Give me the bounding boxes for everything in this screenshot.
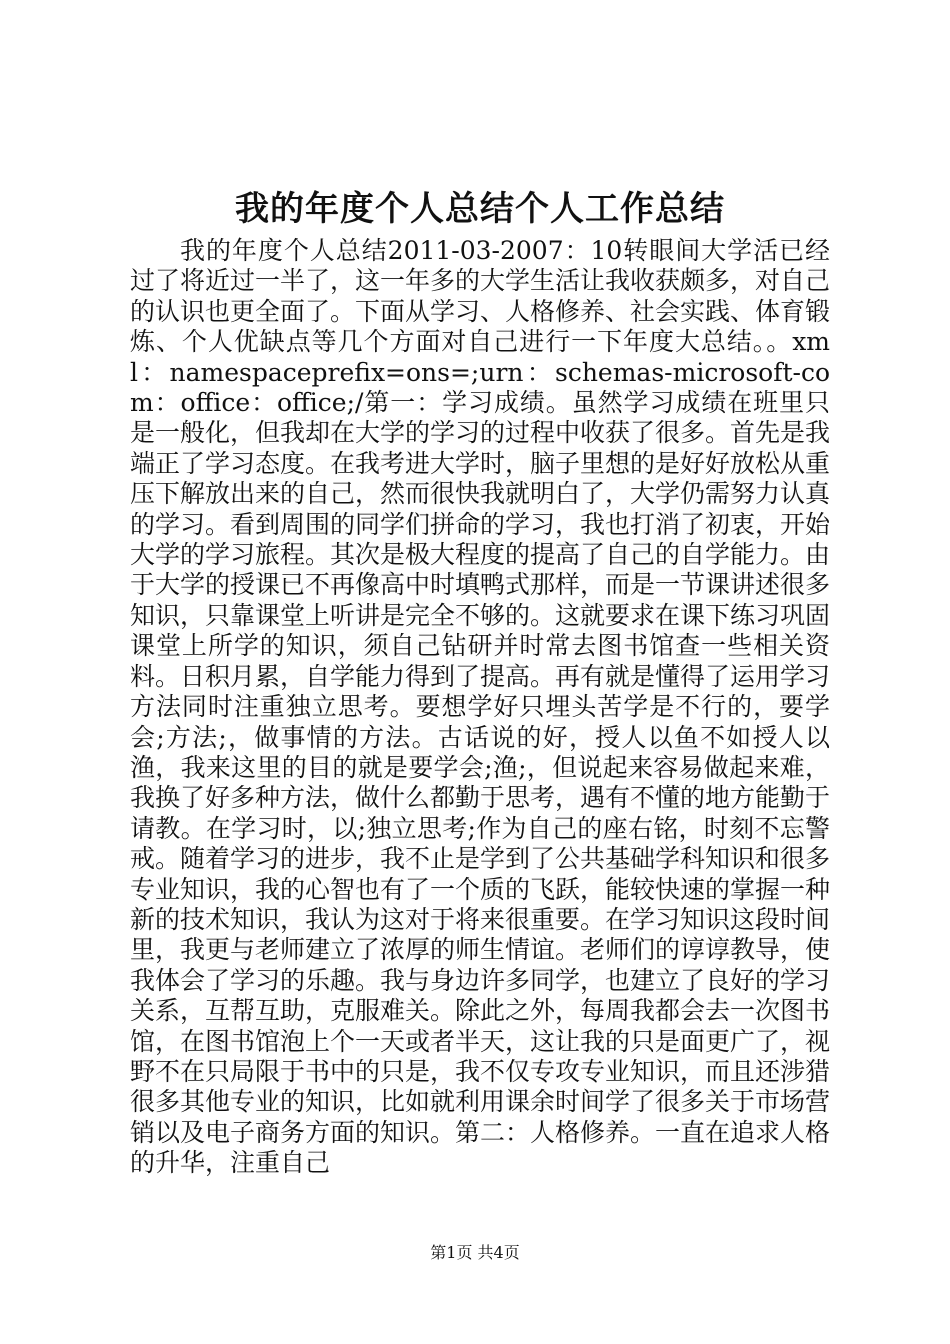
document-title: 我的年度个人总结个人工作总结 <box>235 189 725 229</box>
page-number-footer: 第1页 共4页 <box>430 1243 520 1262</box>
document-body-text: 我的年度个人总结2011-03-2007：10转眼间大学活已经过了将近过一半了，这一年多的大学生活让我收获颇多，对自己的认识也更全面了。下面从学习、人格修养、社会实践、体育锻炼、个人优缺点等几个方面对自己进行一下年度大总结。。xml：namespaceprefix=ons=;urn：schemas-microsoft-com：office：office;/第一：学习成绩。虽然学习成绩在班里只是一般化，但我却在大学的学习的过程中收获了很多。首先是我端正了学习态度。在我考进大学时，脑子里想的是好好放松从重压下解放出来的自己，然而很快我就明白了，大学仍需努力认真的学习。看到周围的同学们拼命的学习，我也打消了初衷，开始大学的学习旅程。其次是极大程度的提高了自己的自学能力。由于大学的授课已不再像高中时填鸭式那样，而是一节课讲述很多知识，只靠课堂上听讲是完全不够的。这就要求在课下练习巩固课堂上所学的知识，须自己钻研并时常去图书馆查一些相关资料。日积月累，自学能力得到了提高。再有就是懂得了运用学习方法同时注重独立思考。要想学好只埋头苦学是不行的，要学会;方法;，做事情的方法。古话说的好，授人以鱼不如授人以渔，我来这里的目的就是要学会;渔;，但说起来容易做起来难，我换了好多种方法，做什么都勤于思考，遇有不懂的地方能勤于请教。在学习时，以;独立思考;作为自己的座右铭，时刻不忘警戒。随着学习的进步，我不止是学到了公共基础学科知识和很多专业知识，我的心智也有了一个质的飞跃，能较快速的掌握一种新的技术知识，我认为这对于将来很重要。在学习知识这段时间里，我更与老师建立了浓厚的师生情谊。老师们的谆谆教导，使我体会了学习的乐趣。我与身边许多同学，也建立了良好的学习关系，互帮互助，克服难关。除此之外，每周我都会去一次图书馆，在图书馆泡上个一天或者半天，这让我的只是面更广了，视野不在只局限于书中的只是，我不仅专攻专业知识，而且还涉猎很多其他专业的知识，比如就利用课余时间学了很多关于市场营销以及电子商务方面的知识。第二：人格修养。一直在追求人格的升华，注重自己 <box>130 236 831 1178</box>
